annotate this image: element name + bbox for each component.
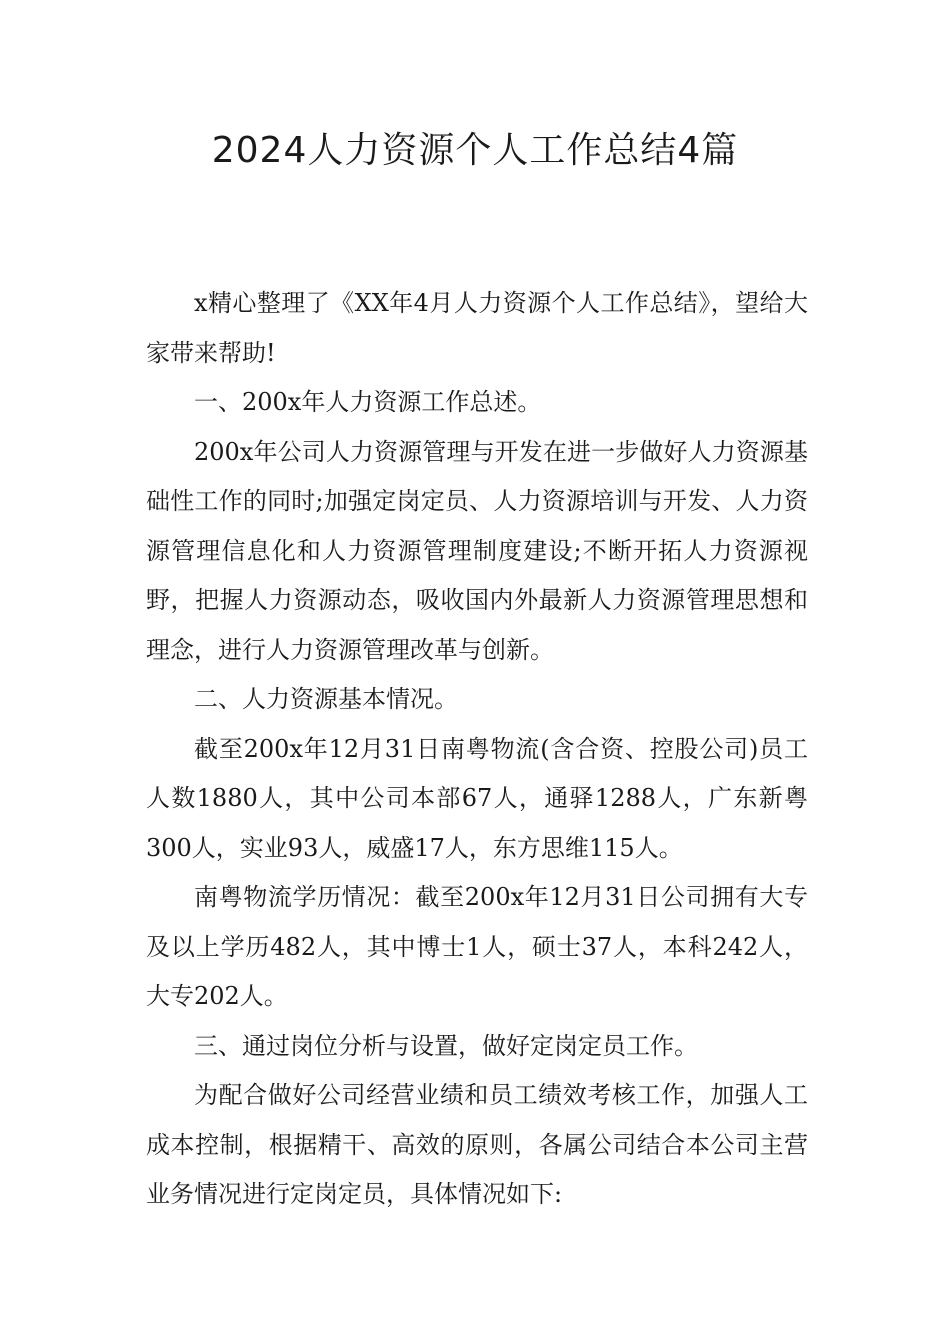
paragraph-education: 南粤物流学历情况：截至200x年12月31日公司拥有大专及以上学历482人，其中博士1人，硕士37人，本科242人，大专202人。 [146,883,808,1010]
heading-section-1: 一、200x年人力资源工作总述。 [194,388,542,416]
paragraph-staffing: 为配合做好公司经营业绩和员工绩效考核工作，加强人工成本控制，根据精干、高效的原则，各属公司结合本公司主营业务情况进行定岗定员，具体情况如下: [146,1081,808,1208]
document-body [146,279,808,1220]
paragraph-intro: x精心整理了《XX年4月人力资源个人工作总结》，望给大家带来帮助! [146,289,808,367]
paragraph-overview: 200x年公司人力资源管理与开发在进一步做好人力资源基础性工作的同时;加强定岗定员、人力资源培训与开发、人力资源管理信息化和人力资源管理制度建设;不断开拓人力资源视野，把握人力资源动态，吸收国内外最新人力资源管理思想和理念，进行人力资源管理改革与创新。 [146,437,808,664]
heading-section-3: 三、通过岗位分析与设置，做好定岗定员工作。 [194,1031,698,1060]
heading-section-2: 二、人力资源基本情况。 [194,685,458,713]
document-title: 2024人力资源个人工作总结4篇 [211,130,739,171]
paragraph-staff-count: 截至200x年12月31日南粤物流(含合资、控股公司)员工人数1880人，其中公司本部67人，通驿1288人，广东新粤300人，实业93人，威盛17人，东方思维115人。 [146,734,808,862]
